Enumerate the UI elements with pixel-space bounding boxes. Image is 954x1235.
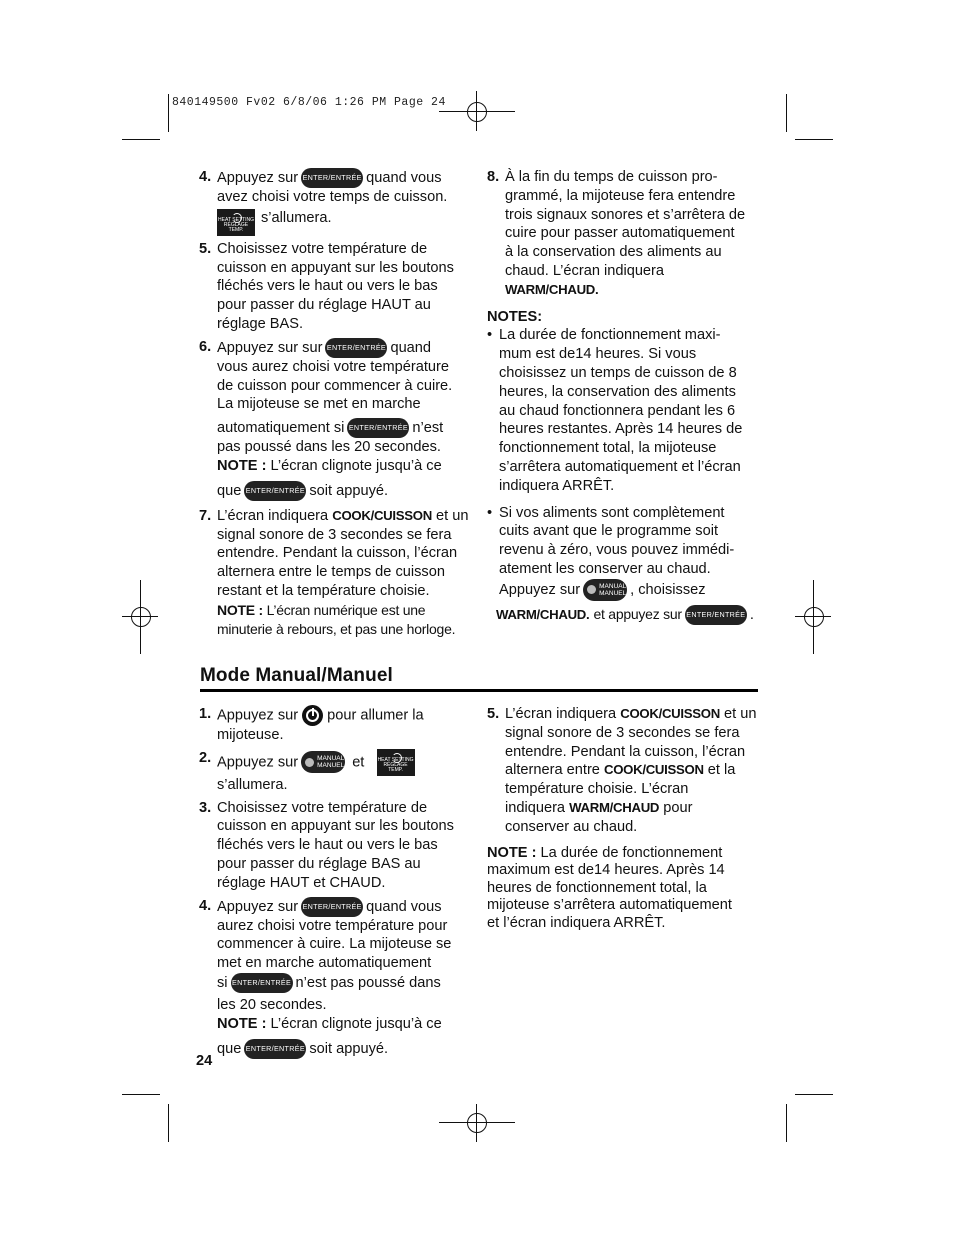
step-7: 7. L’écran indiquera COOK/CUISSON et un signal sonore de 3 secondes se fera entendre. Pendant la cuisson, l’écran alternera entre le temps de cuisson restant et la température choisie. NOTE : L’écran numérique est une minuterie à rebours, et pas une horloge.	[199, 507, 469, 637]
top-left-column	[199, 168, 474, 638]
manual-step-2: 2. Appuyez sur MANUAL MANUEL et HEAT SETTING RÉGLAGE TEMP. s’allumera.	[199, 749, 414, 793]
heat-setting-icon: HEAT SETTING RÉGLAGE TEMP.	[217, 209, 255, 236]
bottom-left-column	[199, 705, 474, 1059]
step-4: 4. Appuyez sur ENTER/ENTRÉE quand vous avez choisi votre temps de cuisson. HEAT SETTING RÉGLAGE TEMP. s’allumera.	[199, 168, 474, 236]
section-title: Mode Manual/Manuel	[200, 665, 393, 686]
section-rule	[200, 689, 758, 692]
enter-button-icon: ENTER/ENTRÉE	[685, 605, 747, 625]
page-number: 24	[196, 1053, 213, 1069]
enter-button-icon: ENTER/ENTRÉE	[244, 1039, 306, 1059]
enter-button-icon: ENTER/ENTRÉE	[325, 338, 387, 358]
enter-button-icon: ENTER/ENTRÉE	[301, 168, 363, 188]
notes-title: NOTES:	[487, 308, 543, 325]
step-8: 8. À la fin du temps de cuisson pro- grammé, la mijoteuse fera entendre trois signaux sonores et s’arrêtera de cuire pour passer automatiquement à la conservation des aliments au chaud. L’écran indiquera WARM/CHAUD.	[487, 169, 746, 297]
step-6: 6. Appuyez sur sur ENTER/ENTRÉE quand vous aurez choisi votre température de cuisson pour commencer à cuire. La mijoteuse se met en marche automatiquement si ENTER/ENTRÉE n’est pas poussé dans les 20 secondes. NOTE : L’écran clignote jusqu’à ce que ENTER/ENTRÉE soit appuyé.	[199, 338, 474, 501]
manual-note: NOTE : La durée de fonctionnement maximum est de14 heures. Après 14 heures de fonctionnement total, la mijoteuse s’arrêtera automatiquement et l’écran indiquera ARRÊT.	[487, 844, 732, 931]
heat-setting-icon: HEAT SETTING RÉGLAGE TEMP.	[377, 749, 415, 776]
bottom-right-column	[487, 705, 762, 932]
printer-slug: 840149500 Fv02 6/8/06 1:26 PM Page 24	[172, 96, 446, 109]
manual-button-icon: MANUAL MANUEL	[301, 751, 345, 773]
step-5: 5. Choisissez votre température de cuisson en appuyant sur les boutons fléchés vers le haut ou vers le bas pour passer du réglage HAUT au réglage BAS.	[199, 240, 454, 332]
manual-step-5: 5. L’écran indiquera COOK/CUISSON et un signal sonore de 3 secondes se fera entendre. Pendant la cuisson, l’écran alternera entre COOK/CUISSON et la température choisie. L’écran indiquera WARM/CHAUD pour conserver au chaud.	[487, 706, 757, 835]
manual-button-icon: MANUAL MANUEL	[583, 579, 627, 601]
manual-step-1: 1. Appuyez sur pour allumer la mijoteuse.	[199, 706, 424, 743]
enter-button-icon: ENTER/ENTRÉE	[244, 481, 306, 501]
top-right-column: 8. À la fin du temps de cuisson pro- grammé, la mijoteuse fera entendre trois signaux sonores et s’arrêtera de cuire pour passer automatiquement à la conservation des aliments au chaud. L’écran indiquera WARM/CHAUD. NOTES: • La durée de fonctionnement maxi- mum est de14 heures. Si vous choisissez un temps de cuisson de 8 heures, la conservation des aliments au chaud fonctionnera pendant les 6 heures restantes. Après 14 heures de fonctionnement total, la mijoteuse s’arrêtera automatiquement et l’écran indiquera ARRÊT. • Si vos aliments sont complètement cuits avant que le programme soit revenu à zéro, vous pouvez immédi- atement les conserver au chaud. Appuyez sur MANUAL MANUEL , choisissez WARM/CHAUD. et appuyez sur ENTER/ENTRÉE .	[487, 168, 762, 625]
enter-button-icon: ENTER/ENTRÉE	[347, 418, 409, 438]
manual-step-3: 3. Choisissez votre température de cuisson en appuyant sur les boutons fléchés vers le haut ou vers le bas pour passer du réglage BAS au réglage HAUT et CHAUD.	[199, 799, 454, 891]
note-2: • Si vos aliments sont complètement cuits avant que le programme soit revenu à zéro, vous pouvez immédi- atement les conserver au chaud. Appuyez sur MANUAL MANUEL , choisissez	[487, 504, 762, 601]
enter-button-icon: ENTER/ENTRÉE	[301, 897, 363, 917]
enter-button-icon: ENTER/ENTRÉE	[231, 973, 293, 993]
note-1: • La durée de fonctionnement maxi- mum est de14 heures. Si vous choisissez un temps de cuisson de 8 heures, la conservation des aliments au chaud fonctionnera pendant les 6 heures restantes. Après 14 heures de fonctionnement total, la mijoteuse s’arrêtera automatiquement et l’écran indiquera ARRÊT.	[487, 327, 743, 494]
power-button-icon	[302, 705, 323, 726]
manual-step-4: 4. Appuyez sur ENTER/ENTRÉE quand vous aurez choisi votre température pour commencer à cuire. La mijoteuse se met en marche automatiquement si ENTER/ENTRÉE n’est pas poussé dans les 20 secondes. NOTE : L’écran clignote jusqu’à ce que ENTER/ENTRÉE soit appuyé.	[199, 897, 474, 1059]
